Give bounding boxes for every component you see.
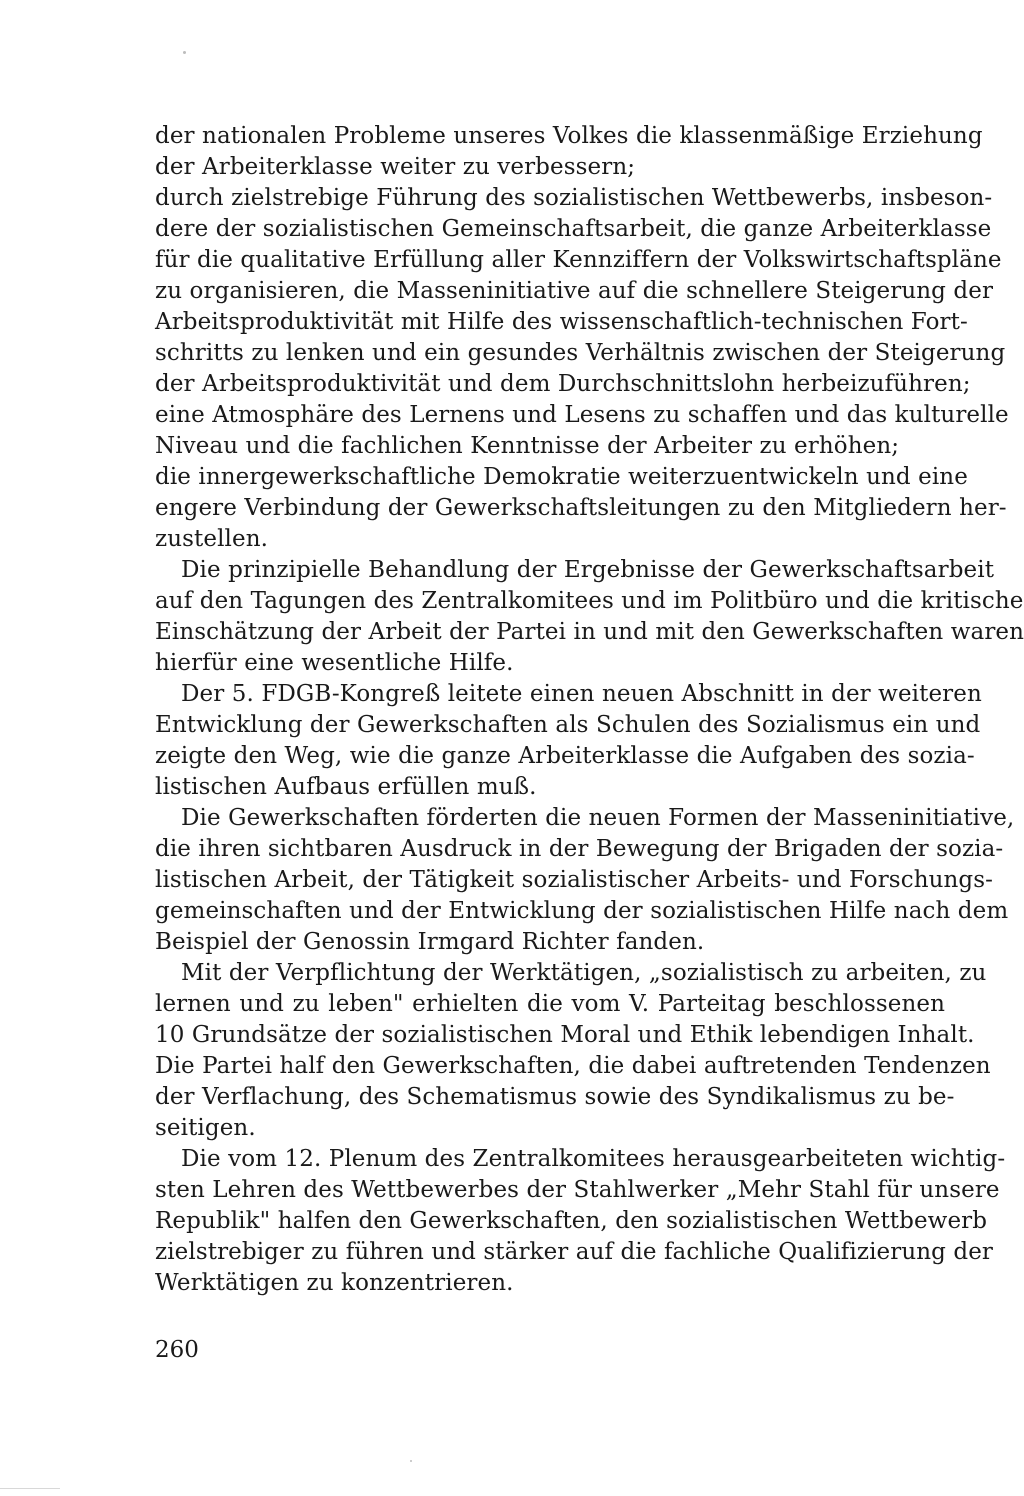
text-line: Einschätzung der Arbeit der Partei in und mit den Gewerkschaften waren [155, 619, 1024, 645]
text-line: die innergewerkschaftliche Demokratie weiterzuentwickeln und eine [155, 464, 968, 490]
text-line: dere der sozialistischen Gemeinschaftsarbeit, die ganze Arbeiterklasse [155, 216, 992, 242]
text-line: hierfür eine wesentliche Hilfe. [155, 650, 514, 676]
scan-speck [183, 51, 186, 54]
text-line: schritts zu lenken und ein gesundes Verhältnis zwischen der Steigerung [155, 340, 1006, 366]
text-line: zielstrebiger zu führen und stärker auf die fachliche Qualifizierung der [155, 1239, 994, 1265]
text-line: lernen und zu leben" erhielten die vom V. Parteitag beschlossenen [155, 991, 945, 1017]
text-line: zu organisieren, die Masseninitiative auf die schnellere Steigerung der [155, 278, 994, 304]
text-line: Die vom 12. Plenum des Zentralkomitees herausgearbeiteten wichtig- [181, 1146, 1006, 1172]
text-line: der nationalen Probleme unseres Volkes die klassenmäßige Erziehung [155, 123, 983, 149]
text-line: listischen Aufbaus erfüllen muß. [155, 774, 537, 800]
text-line: Entwicklung der Gewerkschaften als Schulen des Sozialismus ein und [155, 712, 981, 738]
text-line: Beispiel der Genossin Irmgard Richter fanden. [155, 929, 705, 955]
scan-edge-mark [0, 1488, 60, 1489]
text-line: Die Gewerkschaften förderten die neuen Formen der Masseninitiative, [181, 805, 1015, 831]
text-line: durch zielstrebige Führung des sozialistischen Wettbewerbs, insbeson- [155, 185, 993, 211]
text-line: der Arbeiterklasse weiter zu verbessern; [155, 154, 636, 180]
text-line: Niveau und die fachlichen Kenntnisse der Arbeiter zu erhöhen; [155, 433, 900, 459]
page-number: 260 [155, 1337, 199, 1363]
text-line: Die Partei half den Gewerkschaften, die dabei auftretenden Tendenzen [155, 1053, 991, 1079]
text-line: gemeinschaften und der Entwicklung der sozialistischen Hilfe nach dem [155, 898, 1009, 924]
text-line: sten Lehren des Wettbewerbes der Stahlwerker „Mehr Stahl für unsere [155, 1177, 1000, 1203]
text-line: Werktätigen zu konzentrieren. [155, 1270, 514, 1296]
text-line: 10 Grundsätze der sozialistischen Moral und Ethik lebendigen Inhalt. [155, 1022, 975, 1048]
text-line: auf den Tagungen des Zentralkomitees und im Politbüro und die kritische [155, 588, 1024, 614]
text-line: listischen Arbeit, der Tätigkeit sozialistischer Arbeits- und Forschungs- [155, 867, 994, 893]
text-line: der Verflachung, des Schematismus sowie des Syndikalismus zu be- [155, 1084, 955, 1110]
text-line: eine Atmosphäre des Lernens und Lesens zu schaffen und das kulturelle [155, 402, 1009, 428]
text-line: Der 5. FDGB-Kongreß leitete einen neuen Abschnitt in der weiteren [181, 681, 982, 707]
text-line: Mit der Verpflichtung der Werktätigen, „sozialistisch zu arbeiten, zu [181, 960, 987, 986]
text-line: zustellen. [155, 526, 269, 552]
text-line: zeigte den Weg, wie die ganze Arbeiterklasse die Aufgaben des sozia- [155, 743, 975, 769]
scan-speck [410, 1460, 412, 1462]
text-line: engere Verbindung der Gewerkschaftsleitungen zu den Mitgliedern her- [155, 495, 1007, 521]
text-line: Republik" halfen den Gewerkschaften, den sozialistischen Wettbewerb [155, 1208, 988, 1234]
text-line: die ihren sichtbaren Ausdruck in der Bewegung der Brigaden der sozia- [155, 836, 1004, 862]
text-line: Die prinzipielle Behandlung der Ergebnisse der Gewerkschaftsarbeit [181, 557, 995, 583]
text-line: Arbeitsproduktivität mit Hilfe des wissenschaftlich-technischen Fort- [155, 309, 968, 335]
text-line: der Arbeitsproduktivität und dem Durchschnittslohn herbeizuführen; [155, 371, 971, 397]
text-line: seitigen. [155, 1115, 256, 1141]
body-text [155, 121, 1024, 1299]
text-line: für die qualitative Erfüllung aller Kennziffern der Volkswirtschaftspläne [155, 247, 1002, 273]
